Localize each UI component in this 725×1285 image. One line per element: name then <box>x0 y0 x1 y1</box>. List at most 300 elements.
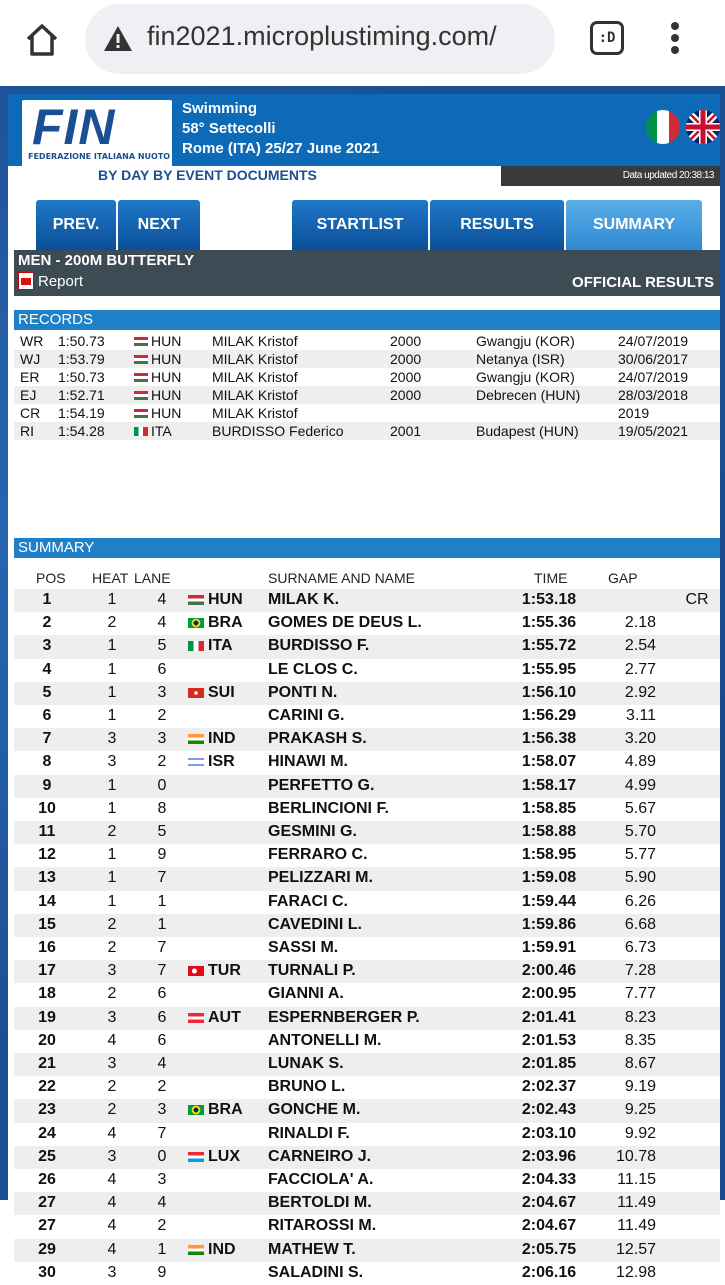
col-gap: GAP <box>608 570 638 586</box>
result-nation <box>188 1009 241 1027</box>
record-place: Debrecen (HUN) <box>476 387 581 403</box>
result-nat-code: TUR <box>208 962 241 980</box>
table-row[interactable] <box>14 612 720 635</box>
record-row <box>14 422 720 440</box>
result-time: 1:56.38 <box>521 730 577 748</box>
result-lane: 6 <box>157 660 167 678</box>
record-place: Gwangju (KOR) <box>476 369 575 385</box>
result-pos: 30 <box>38 1263 56 1281</box>
table-row[interactable] <box>14 1215 720 1238</box>
result-lane: 7 <box>157 1124 167 1142</box>
record-time: 1:54.19 <box>58 405 105 421</box>
result-gap: 12.57 <box>615 1240 656 1258</box>
result-pos: 26 <box>38 1171 56 1188</box>
result-time: 2:05.75 <box>521 1240 577 1258</box>
result-time: 1:58.07 <box>521 753 577 771</box>
report-link[interactable] <box>18 272 83 290</box>
data-updated: Data updated 20:38:13 <box>501 166 720 186</box>
result-heat: 1 <box>107 637 117 655</box>
nav-link-documents[interactable]: BY DAY BY EVENT DOCUMENTS <box>98 167 317 183</box>
flag-icon <box>188 641 204 651</box>
col-lane: LANE <box>134 570 171 586</box>
record-name: MILAK Kristof <box>212 351 298 367</box>
result-heat: 3 <box>107 962 117 980</box>
result-time: 1:55.95 <box>521 660 577 678</box>
table-row[interactable] <box>14 1123 720 1146</box>
result-lane: 2 <box>157 753 167 771</box>
result-gap: 6.73 <box>624 939 656 956</box>
result-name: TURNALI P. <box>268 962 356 980</box>
result-lane: 7 <box>157 939 167 956</box>
record-name: MILAK Kristof <box>212 405 298 421</box>
record-type: WJ <box>20 351 41 367</box>
result-name: BERLINCIONI F. <box>268 799 389 817</box>
result-gap: 11.49 <box>617 1217 656 1235</box>
result-nation <box>188 637 233 655</box>
flag-icon <box>188 688 204 698</box>
record-row <box>14 332 720 350</box>
result-nation <box>188 962 241 980</box>
table-row[interactable] <box>14 589 720 612</box>
result-time: 2:00.95 <box>521 985 577 1003</box>
result-pos: 6 <box>42 707 52 724</box>
result-heat: 4 <box>107 1240 117 1258</box>
record-place: Netanya (ISR) <box>476 351 565 367</box>
result-nat-code: SUI <box>208 683 235 701</box>
result-heat: 4 <box>107 1194 117 1212</box>
result-name: BURDISSO F. <box>268 637 370 655</box>
result-gap: 5.67 <box>624 799 656 817</box>
result-time: 1:59.44 <box>521 892 577 910</box>
next-button[interactable]: NEXT <box>118 200 200 250</box>
result-name: PRAKASH S. <box>268 730 367 748</box>
flag-icon <box>188 1105 204 1115</box>
result-heat: 2 <box>107 1078 117 1096</box>
pdf-icon[interactable] <box>18 272 34 290</box>
result-time: 1:59.86 <box>521 915 577 933</box>
result-pos: 27 <box>38 1194 56 1212</box>
record-name: MILAK Kristof <box>212 369 298 385</box>
result-heat: 1 <box>107 591 117 608</box>
result-lane: 4 <box>157 1194 167 1212</box>
col-time: TIME <box>534 570 568 586</box>
record-time: 1:52.71 <box>58 387 105 403</box>
flag-icon <box>188 1013 204 1023</box>
flag-icon <box>134 391 148 400</box>
record-time: 1:50.73 <box>58 369 105 385</box>
result-time: 1:58.95 <box>521 846 577 864</box>
result-time: 2:04.33 <box>521 1171 577 1188</box>
summary-button[interactable]: SUMMARY <box>566 200 702 250</box>
result-name: GONCHE M. <box>268 1101 361 1119</box>
record-type: WR <box>20 333 44 349</box>
result-nat-code: ITA <box>208 637 233 655</box>
record-year: 2000 <box>390 369 422 385</box>
warning-icon[interactable] <box>103 24 133 54</box>
result-time: 1:53.18 <box>521 591 577 608</box>
result-gap: 6.68 <box>624 915 656 933</box>
result-pos: 13 <box>38 869 56 887</box>
result-lane: 1 <box>157 1240 167 1258</box>
record-nat-code: HUN <box>151 387 182 403</box>
result-pos: 21 <box>38 1055 56 1072</box>
prev-button[interactable]: PREV. <box>36 200 116 250</box>
record-time: 1:54.28 <box>58 423 105 439</box>
flag-icon <box>134 355 148 364</box>
result-name: CARINI G. <box>268 707 345 724</box>
record-year: 2000 <box>390 387 422 403</box>
result-heat: 4 <box>107 1031 117 1049</box>
result-heat: 2 <box>107 614 117 632</box>
result-heat: 3 <box>107 753 117 771</box>
result-pos: 9 <box>42 776 52 794</box>
result-name: SALADINI S. <box>268 1263 364 1281</box>
table-row[interactable] <box>14 1192 720 1215</box>
result-heat: 2 <box>107 823 117 840</box>
result-lane: 7 <box>157 869 167 887</box>
result-pos: 8 <box>42 753 52 771</box>
table-row[interactable] <box>14 751 720 774</box>
record-nat-code: HUN <box>151 351 182 367</box>
result-lane: 9 <box>157 1263 167 1281</box>
result-nation <box>188 684 235 702</box>
result-nation <box>188 1241 236 1259</box>
result-lane: 6 <box>157 985 167 1003</box>
record-row <box>14 350 720 368</box>
result-lane: 5 <box>157 637 167 655</box>
record-nat <box>134 404 181 422</box>
result-gap: 5.70 <box>624 823 656 840</box>
table-row[interactable] <box>14 867 720 890</box>
result-gap: 2.92 <box>624 683 656 701</box>
result-lane: 3 <box>157 730 167 748</box>
result-gap: 9.25 <box>624 1101 656 1119</box>
result-pos: 14 <box>38 892 56 910</box>
table-row[interactable] <box>14 960 720 983</box>
result-heat: 3 <box>107 1263 117 1281</box>
result-pos: 4 <box>42 660 52 678</box>
result-pos: 23 <box>38 1101 56 1119</box>
table-row[interactable] <box>14 844 720 867</box>
result-pos: 10 <box>38 799 56 817</box>
result-name: SASSI M. <box>268 939 339 956</box>
result-lane: 4 <box>157 591 167 608</box>
site-background <box>0 86 725 1281</box>
result-name: PONTI N. <box>268 683 338 701</box>
table-row[interactable] <box>14 705 720 728</box>
result-heat: 3 <box>107 1008 117 1026</box>
result-time: 2:01.53 <box>521 1031 577 1049</box>
table-row[interactable] <box>14 1146 720 1169</box>
result-time: 1:56.10 <box>521 683 577 701</box>
table-row[interactable] <box>14 937 720 960</box>
result-record: CR <box>685 591 709 608</box>
result-name: LUNAK S. <box>268 1055 344 1072</box>
result-pos: 17 <box>38 962 56 980</box>
result-lane: 9 <box>157 846 167 864</box>
result-gap: 8.67 <box>624 1055 656 1072</box>
italian-flag-icon[interactable] <box>646 110 680 144</box>
result-lane: 4 <box>157 1055 167 1072</box>
result-pos: 12 <box>38 846 56 864</box>
logo-text: FIN <box>32 99 116 155</box>
col-heat: HEAT <box>92 570 129 586</box>
record-nat-code: HUN <box>151 369 182 385</box>
result-time: 1:56.29 <box>521 707 577 724</box>
table-row[interactable] <box>14 983 720 1006</box>
result-name: CARNEIRO J. <box>268 1147 372 1165</box>
record-date: 24/07/2019 <box>618 369 689 385</box>
site-header <box>8 94 720 174</box>
result-pos: 16 <box>38 939 56 956</box>
result-time: 1:55.72 <box>521 637 577 655</box>
flag-icon <box>188 734 204 744</box>
record-nat <box>134 386 181 404</box>
table-row[interactable] <box>14 1030 720 1053</box>
startlist-button[interactable]: STARTLIST <box>292 200 428 250</box>
col-pos: POS <box>36 570 66 586</box>
record-row <box>14 386 720 404</box>
result-gap: 8.35 <box>624 1031 656 1049</box>
result-nat-code: AUT <box>208 1008 241 1026</box>
result-lane: 7 <box>157 962 167 980</box>
result-nat-code: HUN <box>208 591 243 608</box>
result-name: MILAK K. <box>268 591 340 608</box>
result-name: FACCIOLA' A. <box>268 1171 374 1188</box>
table-row[interactable] <box>14 821 720 844</box>
result-name: GIANNI A. <box>268 985 344 1003</box>
result-pos: 29 <box>38 1240 56 1258</box>
url-text[interactable]: fin2021.microplustiming.com/ <box>147 21 497 51</box>
result-heat: 1 <box>107 707 117 724</box>
result-time: 1:59.91 <box>521 939 577 956</box>
result-heat: 2 <box>107 1101 117 1119</box>
table-row[interactable] <box>14 1076 720 1099</box>
result-lane: 8 <box>157 799 167 817</box>
result-nat-code: IND <box>208 730 236 748</box>
results-panel <box>8 186 720 1281</box>
result-nat-code: IND <box>208 1240 236 1258</box>
result-name: PELIZZARI M. <box>268 869 373 887</box>
flag-icon <box>188 1245 204 1255</box>
event-titlebar <box>14 250 720 296</box>
result-heat: 3 <box>107 1147 117 1165</box>
result-nation <box>188 753 235 771</box>
result-lane: 5 <box>157 823 167 840</box>
table-row[interactable] <box>14 1262 720 1285</box>
result-name: BERTOLDI M. <box>268 1194 372 1212</box>
table-row[interactable] <box>14 1053 720 1076</box>
result-heat: 1 <box>107 776 117 794</box>
result-heat: 1 <box>107 846 117 864</box>
results-button[interactable]: RESULTS <box>430 200 564 250</box>
result-nation <box>188 614 243 632</box>
result-gap: 10.78 <box>615 1147 656 1165</box>
result-pos: 27 <box>38 1217 56 1235</box>
record-nat-code: HUN <box>151 405 182 421</box>
result-time: 1:58.17 <box>521 776 577 794</box>
result-pos: 11 <box>38 823 56 840</box>
result-name: ESPERNBERGER P. <box>268 1008 420 1026</box>
result-gap: 4.89 <box>624 753 656 771</box>
result-gap: 11.49 <box>617 1194 656 1212</box>
record-nat-code: ITA <box>151 423 172 439</box>
browser-toolbar <box>0 0 725 86</box>
record-time: 1:50.73 <box>58 333 105 349</box>
result-lane: 4 <box>157 614 167 632</box>
home-icon[interactable] <box>22 20 62 60</box>
logo-subtitle: FEDERAZIONE ITALIANA NUOTO <box>28 152 171 161</box>
result-gap: 5.77 <box>624 846 656 864</box>
result-name: MATHEW T. <box>268 1240 356 1258</box>
menu-icon[interactable] <box>660 18 690 58</box>
result-pos: 7 <box>42 730 52 748</box>
flag-icon <box>188 618 204 628</box>
result-nat-code: LUX <box>208 1147 240 1165</box>
report-label[interactable]: Report <box>38 272 84 290</box>
result-time: 2:01.41 <box>521 1008 577 1026</box>
result-name: CAVEDINI L. <box>268 915 362 933</box>
result-time: 2:03.10 <box>521 1124 577 1142</box>
record-row <box>14 404 720 422</box>
record-nat <box>134 422 172 440</box>
result-name: BRUNO L. <box>268 1078 346 1096</box>
result-name: LE CLOS C. <box>268 660 358 678</box>
result-heat: 3 <box>107 1055 117 1072</box>
result-nation <box>188 730 236 748</box>
result-time: 2:00.46 <box>521 962 577 980</box>
result-time: 2:04.67 <box>521 1217 577 1235</box>
uk-flag-icon[interactable] <box>686 110 720 144</box>
result-heat: 1 <box>107 683 117 701</box>
result-nat-code: BRA <box>208 1101 243 1119</box>
table-row[interactable] <box>14 728 720 751</box>
result-gap: 5.90 <box>624 869 656 887</box>
table-row[interactable] <box>14 914 720 937</box>
record-nat <box>134 350 181 368</box>
table-row[interactable] <box>14 682 720 705</box>
result-lane: 0 <box>157 1147 167 1165</box>
result-gap: 4.99 <box>624 776 656 794</box>
result-gap: 2.77 <box>624 660 656 678</box>
result-lane: 6 <box>157 1008 167 1026</box>
result-pos: 24 <box>38 1124 56 1142</box>
result-lane: 6 <box>157 1031 167 1049</box>
record-date: 28/03/2018 <box>618 387 689 403</box>
result-heat: 2 <box>107 939 117 956</box>
flag-icon <box>188 966 204 976</box>
table-row[interactable] <box>14 775 720 798</box>
result-pos: 18 <box>38 985 56 1003</box>
event-title: MEN - 200M BUTTERFLY <box>18 252 195 269</box>
result-lane: 1 <box>157 892 167 910</box>
official-results-label: OFFICIAL RESULTS <box>572 274 714 291</box>
result-gap: 9.92 <box>624 1124 656 1142</box>
record-row <box>14 368 720 386</box>
result-lane: 3 <box>157 1101 167 1119</box>
result-lane: 3 <box>157 683 167 701</box>
table-row[interactable] <box>14 891 720 914</box>
result-heat: 1 <box>107 660 117 678</box>
sport-label: Swimming <box>182 100 258 117</box>
result-heat: 1 <box>107 892 117 910</box>
table-row[interactable] <box>14 798 720 821</box>
flag-icon <box>134 337 148 346</box>
result-lane: 0 <box>157 776 167 794</box>
record-place: Budapest (HUN) <box>476 423 579 439</box>
result-time: 2:06.16 <box>521 1263 577 1281</box>
result-pos: 15 <box>38 915 56 933</box>
fin-logo[interactable] <box>22 100 172 170</box>
result-pos: 3 <box>42 637 52 655</box>
event-name: 58° Settecolli <box>182 120 276 137</box>
result-heat: 3 <box>107 730 117 748</box>
result-lane: 2 <box>157 1078 167 1096</box>
result-gap: 8.23 <box>624 1008 656 1026</box>
result-lane: 2 <box>157 707 167 724</box>
record-type: RI <box>20 423 34 439</box>
result-name: GESMINI G. <box>268 823 357 840</box>
table-row[interactable] <box>14 659 720 682</box>
nav-bar <box>8 166 720 186</box>
result-name: ANTONELLI M. <box>268 1031 382 1049</box>
result-gap: 2.18 <box>624 614 656 632</box>
result-time: 1:59.08 <box>521 869 577 887</box>
result-name: FERRARO C. <box>268 846 368 864</box>
record-type: EJ <box>20 387 37 403</box>
result-heat: 4 <box>107 1171 117 1188</box>
flag-icon <box>188 757 204 767</box>
result-pos: 19 <box>38 1008 56 1026</box>
result-time: 2:02.37 <box>521 1078 577 1096</box>
result-nation <box>188 1101 243 1119</box>
table-row[interactable] <box>14 1007 720 1030</box>
table-row[interactable] <box>14 635 720 658</box>
result-time: 2:01.85 <box>521 1055 577 1072</box>
record-name: MILAK Kristof <box>212 387 298 403</box>
record-time: 1:53.79 <box>58 351 105 367</box>
tabs-icon[interactable]: :D <box>590 21 624 55</box>
address-bar[interactable] <box>85 4 555 74</box>
table-row[interactable] <box>14 1099 720 1122</box>
result-gap: 7.77 <box>624 985 656 1003</box>
result-pos: 2 <box>42 614 52 632</box>
table-row[interactable] <box>14 1169 720 1192</box>
record-nat <box>134 368 181 386</box>
record-name: MILAK Kristof <box>212 333 298 349</box>
col-name: SURNAME AND NAME <box>268 570 416 586</box>
result-gap: 3.20 <box>624 730 656 748</box>
table-row[interactable] <box>14 1239 720 1262</box>
flag-icon <box>134 373 148 382</box>
result-gap: 9.19 <box>624 1078 656 1096</box>
venue-dates: Rome (ITA) 25/27 June 2021 <box>182 140 380 157</box>
result-gap: 12.98 <box>615 1263 656 1281</box>
result-lane: 2 <box>157 1217 167 1235</box>
result-time: 1:55.36 <box>521 614 577 632</box>
result-time: 1:58.88 <box>521 823 577 840</box>
record-date: 30/06/2017 <box>618 351 689 367</box>
record-year: 2000 <box>390 351 422 367</box>
record-type: CR <box>20 405 41 421</box>
result-gap: 3.11 <box>626 707 656 724</box>
result-time: 2:04.67 <box>521 1194 577 1212</box>
result-pos: 20 <box>38 1031 56 1049</box>
result-time: 2:03.96 <box>521 1147 577 1165</box>
record-nat <box>134 332 181 350</box>
result-gap: 7.28 <box>624 962 656 980</box>
result-heat: 4 <box>107 1124 117 1142</box>
